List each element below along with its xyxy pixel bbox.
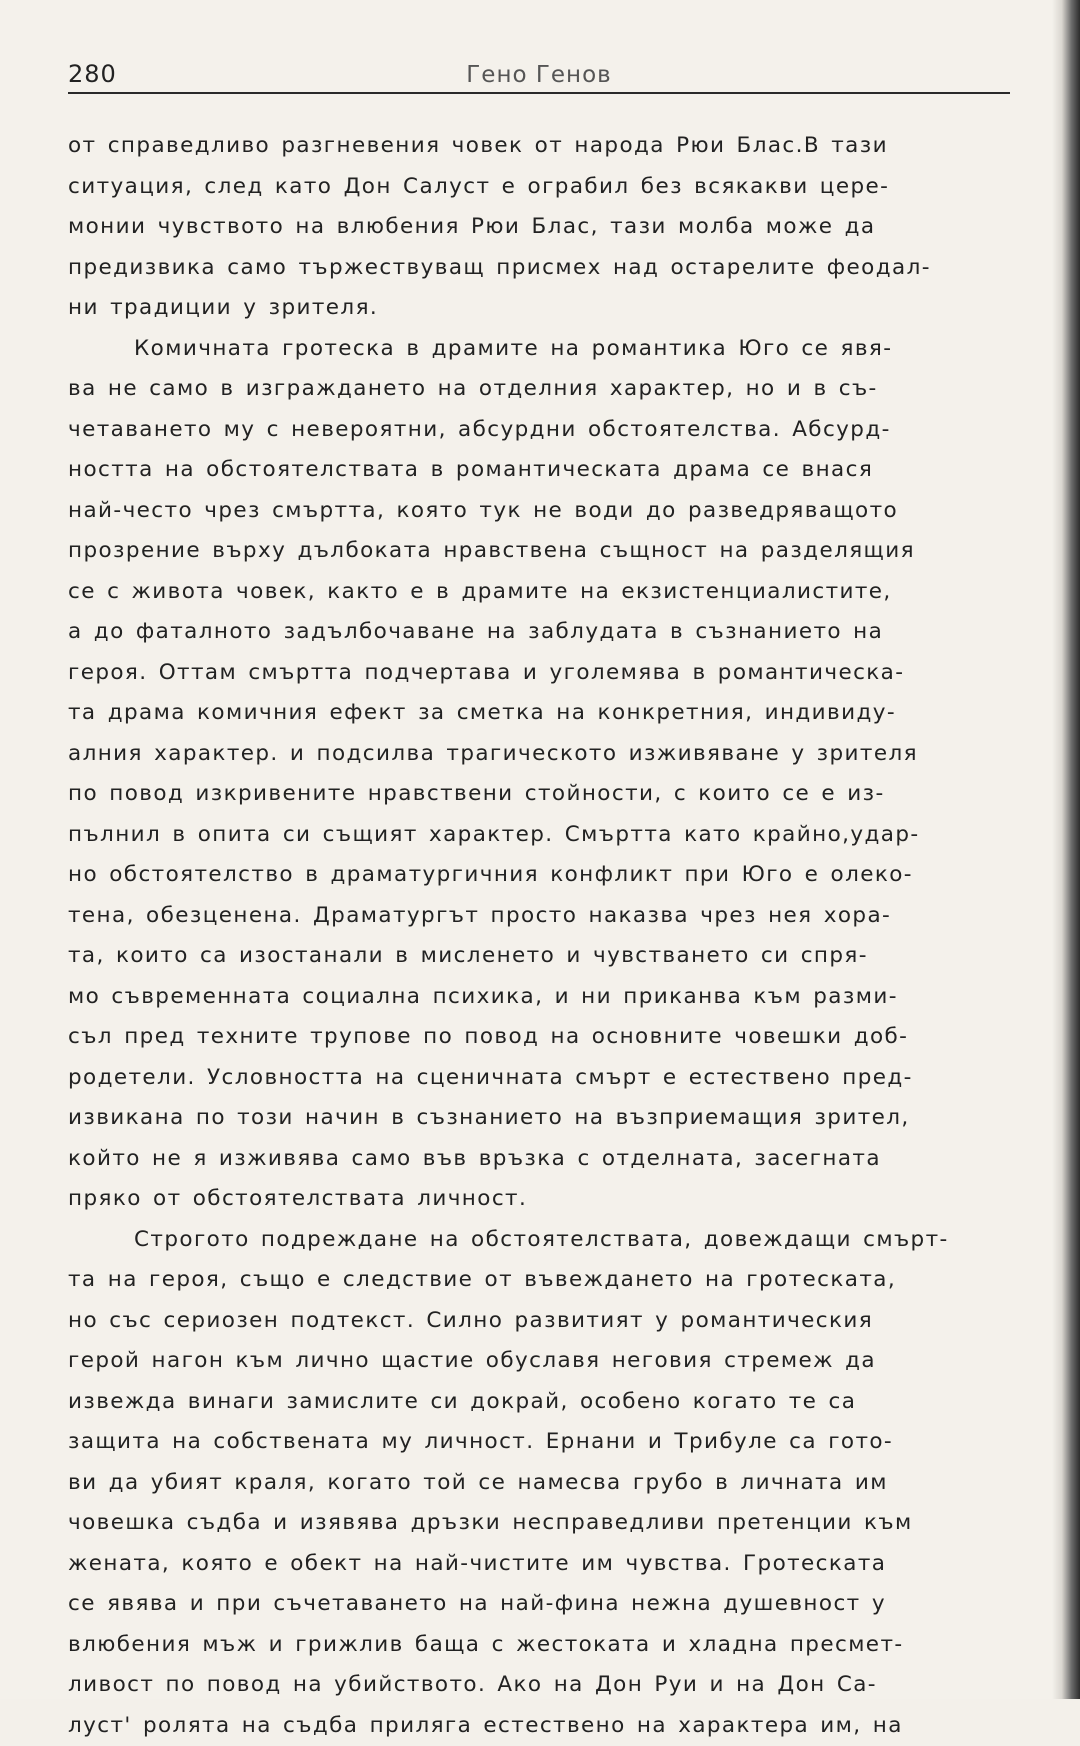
text-line: ва не само в изграждането на отделния характер, но и в съ- xyxy=(68,369,1014,410)
page-header xyxy=(68,58,1010,94)
text-line: пълнил в опита си същият характер. Смъртта като крайно,удар- xyxy=(68,815,1014,856)
text-line: най-често чрез смъртта, която тук не води до разведряващото xyxy=(68,491,1014,532)
text-line: героя. Оттам смъртта подчертава и уголемява в романтическа- xyxy=(68,653,1014,694)
text-line: монии чувството на влюбения Рюи Блас, тази молба може да xyxy=(68,207,1014,248)
text-line: защита на собствената му личност. Ернани и Трибуле са гото- xyxy=(68,1422,1014,1463)
text-line: който не я изживява само във връзка с отделната, засегната xyxy=(68,1139,1014,1180)
text-line: ситуация, след като Дон Салуст е ограбил без всякакви цере- xyxy=(68,167,1014,208)
text-line: Комичната гротеска в драмите на романтика Юго се явя- xyxy=(68,329,1014,370)
text-line: съл пред техните трупове по повод на основните човешки доб- xyxy=(68,1017,1014,1058)
text-line: се с живота човек, както е в драмите на екзистенциалистите, xyxy=(68,572,1014,613)
text-line: Строгото подреждане на обстоятелствата, довеждащи смърт- xyxy=(68,1220,1014,1261)
text-line: по повод изкривените нравствени стойности, с които се е из- xyxy=(68,774,1014,815)
text-line: извежда винаги замислите си докрай, особено когато те са xyxy=(68,1382,1014,1423)
text-line: мо съвременната социална психика, и ни приканва към разми- xyxy=(68,977,1014,1018)
text-line: та драма комичния ефект за сметка на конкретния, индивиду- xyxy=(68,693,1014,734)
paragraph-2 xyxy=(68,329,1014,1220)
text-line: та, които са изостанали в мисленето и чувстването си спря- xyxy=(68,936,1014,977)
text-line: прозрение върху дълбоката нравствена същност на разделящия xyxy=(68,531,1014,572)
text-line: алния характер. и подсилва трагическото изживяване у зрителя xyxy=(68,734,1014,775)
text-line: четаването му с невероятни, абсурдни обстоятелства. Абсурд- xyxy=(68,410,1014,451)
text-line: ви да убият краля, когато той се намесва грубо в личната им xyxy=(68,1463,1014,1504)
text-line: пряко от обстоятелствата личност. xyxy=(68,1179,1014,1220)
text-line: но обстоятелство в драматургичния конфликт при Юго е олеко- xyxy=(68,855,1014,896)
page-binding-shadow xyxy=(1052,0,1080,1699)
text-line: тена, обезценена. Драматургът просто наказва чрез нея хора- xyxy=(68,896,1014,937)
text-line: извикана по този начин в съзнанието на възприемащия зрител, xyxy=(68,1098,1014,1139)
text-line: човешка съдба и изявява дръзки несправедливи претенции към xyxy=(68,1503,1014,1544)
text-line: жената, която е обект на най-чистите им чувства. Гротеската xyxy=(68,1544,1014,1585)
text-line: та на героя, също е следствие от въвеждането на гротеската, xyxy=(68,1260,1014,1301)
paragraph-3 xyxy=(68,1220,1014,1746)
body-text xyxy=(68,126,1014,1746)
text-line: но със сериозен подтекст. Силно развитият у романтическия xyxy=(68,1301,1014,1342)
text-line: ливост по повод на убийството. Ако на Дон Руи и на Дон Са- xyxy=(68,1665,1014,1706)
running-head: Гено Генов xyxy=(68,62,1010,88)
text-line: влюбения мъж и грижлив баща с жестоката и хладна пресмет- xyxy=(68,1625,1014,1666)
text-line: герой нагон към лично щастие обуславя неговия стремеж да xyxy=(68,1341,1014,1382)
text-line: ни традиции у зрителя. xyxy=(68,288,1014,329)
text-line: предизвика само тържествуващ присмех над остарелите феодал- xyxy=(68,248,1014,289)
page-number: 280 xyxy=(68,60,117,88)
text-line: родетели. Условността на сценичната смърт е естествено пред- xyxy=(68,1058,1014,1099)
paragraph-1 xyxy=(68,126,1014,329)
text-line: луст' ролята на съдба прилягa естествено на характера им, на xyxy=(68,1706,1014,1746)
text-line: ността на обстоятелствата в романтическата драма се внася xyxy=(68,450,1014,491)
text-line: се явява и при съчетаването на най-фина нежна душевност у xyxy=(68,1584,1014,1625)
text-line: от справедливо разгневения човек от народа Рюи Блас.В тази xyxy=(68,126,1014,167)
text-line: а до фаталното задълбочаване на заблудата в съзнанието на xyxy=(68,612,1014,653)
